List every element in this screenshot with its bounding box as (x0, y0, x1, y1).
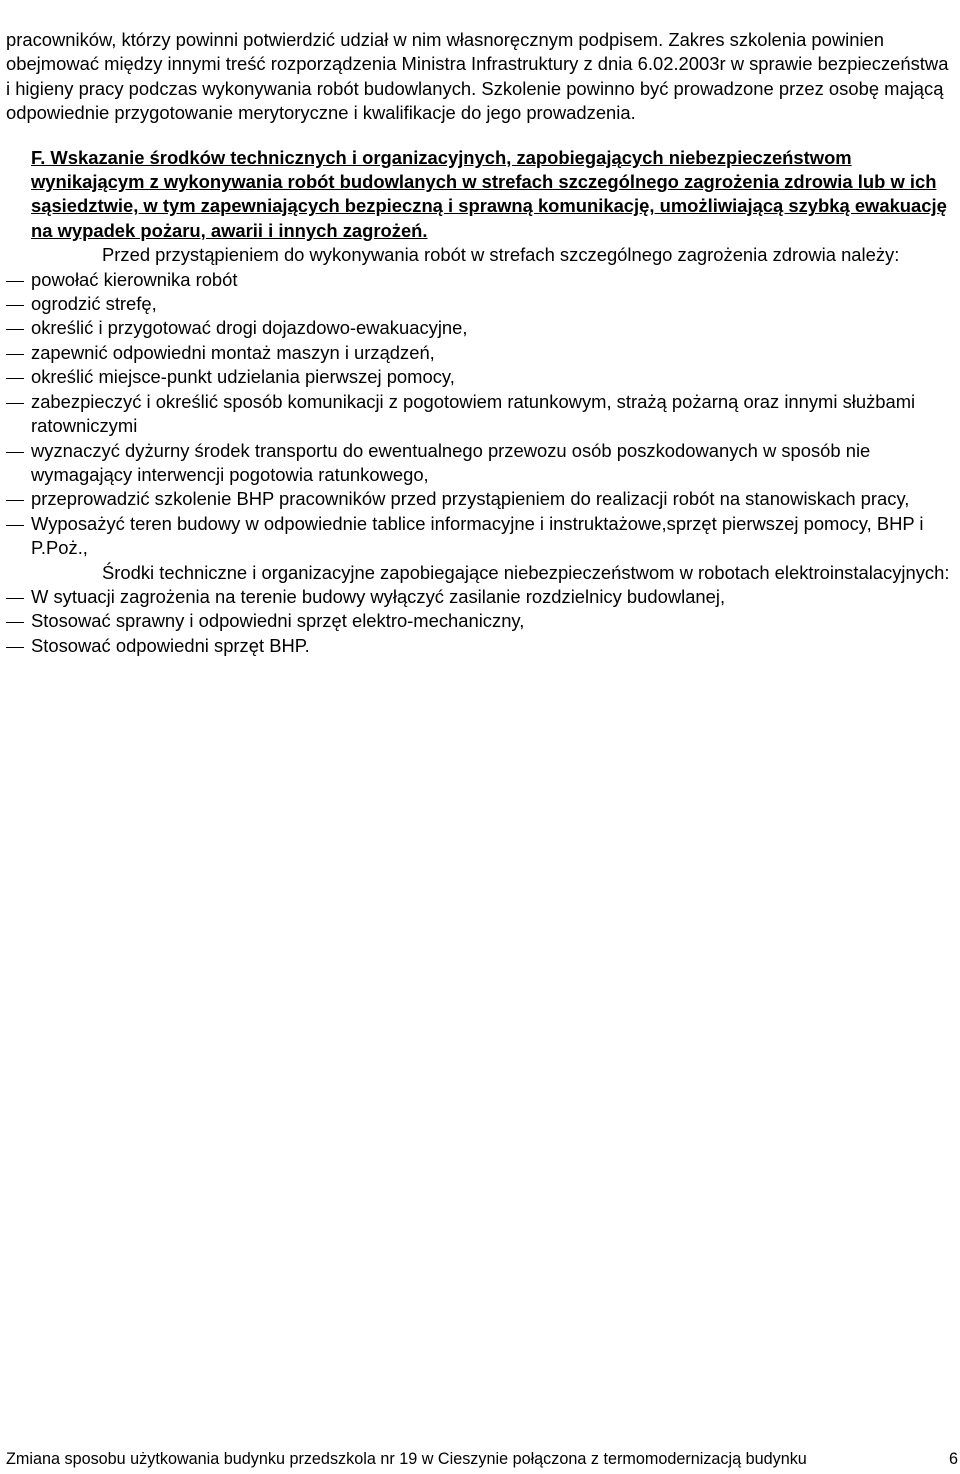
list-item: zapewnić odpowiedni montaż maszyn i urządzeń, (31, 341, 435, 363)
list-item: zabezpieczyć i określić sposób komunikacji z pogotowiem ratunkowym, strażą pożarną oraz innymi służbami ratowniczymi (31, 390, 916, 437)
section-f-lead: Przed przystąpieniem do wykonywania robót w strefach szczególnego zagrożenia zdrowia należy: (102, 244, 900, 266)
section-f-heading: F. Wskazanie środków technicznych i organizacyjnych, zapobiegających niebezpieczeństwom wynikającym z wykonywania robót budowlanych w strefach szczególnego zagrożenia zdrowia lub w ich sąsiedztwie, w tym zapewniających bezpieczną i sprawną komunikację, umożliwiającą szybką ewakuację na wypadek pożaru, awarii i innych zagrożeń. (31, 146, 947, 241)
footer-title: Zmiana sposobu użytkowania budynku przedszkola nr 19 w Cieszynie połączona z termomodernizacją budynku (6, 1450, 807, 1468)
list-item: przeprowadzić szkolenie BHP pracowników przed przystąpieniem do realizacji robót na stanowiskach pracy, (31, 488, 910, 510)
intro-paragraph: pracowników, którzy powinni potwierdzić udział w nim własnoręcznym podpisem. Zakres szkolenia powinien obejmować między innymi treść rozporządzenia Ministra Infrastruktury z dnia 6.02.2003r w sprawie bezpieczeństwa i higieny pracy podczas wykonywania robót budowlanych. Szkolenie powinno być prowadzone przez osobę mającą odpowiednie przygotowanie merytoryczne i kwalifikacje do jego prowadzenia. (6, 29, 949, 124)
page-content (6, 28, 954, 658)
list-item: ogrodzić strefę, (31, 293, 157, 315)
requirements-list (6, 268, 954, 561)
electrical-works-lead: Środki techniczne i organizacyjne zapobiegające niebezpieczeństwom w robotach elektroinstalacyjnych: (102, 561, 950, 583)
list-item: określić i przygotować drogi dojazdowo-ewakuacyjne, (31, 317, 468, 339)
page-footer (6, 1449, 960, 1469)
list-item: Stosować odpowiedni sprzęt BHP. (31, 634, 310, 656)
list-item: wyznaczyć dyżurny środek transportu do ewentualnego przewozu osób poszkodowanych w sposób nie wymagający interwencji pogotowia ratunkowego, (31, 439, 871, 485)
list-item: Stosować sprawny i odpowiedni sprzęt elektro-mechaniczny, (31, 610, 525, 632)
list-item: W sytuacji zagrożenia na terenie budowy wyłączyć zasilanie rozdzielnicy budowlanej, (31, 585, 726, 607)
electrical-measures-list (6, 585, 954, 658)
page-number: 6 (948, 1450, 958, 1468)
list-item: powołać kierownika robót (31, 268, 238, 290)
list-item: Wyposażyć teren budowy w odpowiednie tablice informacyjne i instruktażowe,sprzęt pierwszej pomocy, BHP i P.Poż., (31, 512, 924, 559)
list-item: określić miejsce-punkt udzielania pierwszej pomocy, (31, 366, 455, 388)
